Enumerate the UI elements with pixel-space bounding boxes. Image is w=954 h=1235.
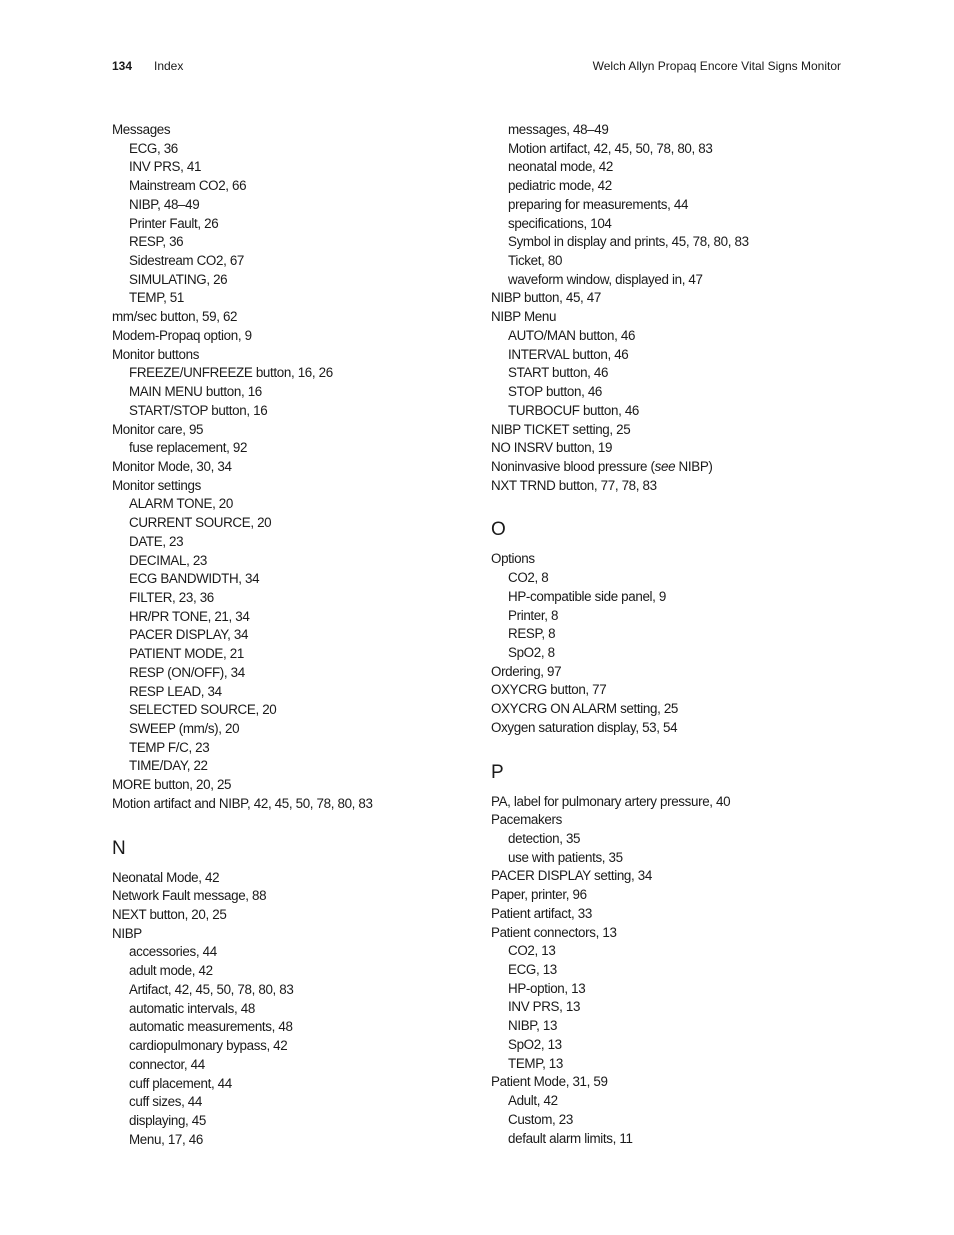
index-entry-text: NIBP) — [675, 458, 713, 474]
index-column-left — [112, 121, 552, 1149]
see-reference: see — [654, 458, 676, 474]
index-subentry: adult mode, 42 — [129, 963, 213, 979]
index-entry: NXT TRND button, 77, 78, 83 — [491, 477, 657, 493]
index-subentry: Symbol in display and prints, 45, 78, 80, 83 — [508, 234, 749, 250]
index-entry: Patient artifact, 33 — [491, 905, 592, 921]
index-subentry: cuff sizes, 44 — [129, 1094, 203, 1110]
index-entry: OXYCRG ON ALARM setting, 25 — [491, 701, 679, 717]
index-subentry: NIBP, 13 — [508, 1018, 558, 1034]
index-subentry: START/STOP button, 16 — [129, 402, 268, 418]
index-subentry: NIBP, 48–49 — [129, 196, 200, 212]
index-entry: NO INSRV button, 19 — [491, 440, 613, 456]
index-subentry: pediatric mode, 42 — [508, 178, 612, 194]
index-subentry: cardiopulmonary bypass, 42 — [129, 1038, 288, 1054]
index-subentry: automatic measurements, 48 — [129, 1019, 293, 1035]
index-subentry: TEMP F/C, 23 — [129, 739, 210, 755]
index-subentry: RESP (ON/OFF), 34 — [129, 664, 245, 680]
index-subentry: automatic intervals, 48 — [129, 1000, 255, 1016]
index-subentry: Menu, 17, 46 — [129, 1131, 203, 1147]
index-subentry: Printer, 8 — [508, 607, 559, 623]
index-subentry: STOP button, 46 — [508, 384, 603, 400]
index-entry: Monitor settings — [112, 477, 201, 493]
index-subentry: Ticket, 80 — [508, 253, 563, 269]
index-subentry: PACER DISPLAY, 34 — [129, 627, 249, 643]
index-subentry: INV PRS, 13 — [508, 999, 581, 1015]
page-number: 134 — [112, 59, 133, 73]
index-entry: Options — [491, 551, 535, 567]
index-subentry: use with patients, 35 — [508, 849, 623, 865]
index-subentry: FILTER, 23, 36 — [129, 589, 214, 605]
index-subentry: SpO2, 8 — [508, 644, 555, 660]
index-entry-text: Noninvasive blood pressure ( — [491, 458, 655, 474]
index-subentry: INTERVAL button, 46 — [508, 346, 629, 362]
index-subentry: Custom, 23 — [508, 1111, 573, 1127]
index-entry: Patient Mode, 31, 59 — [491, 1074, 608, 1090]
index-subentry: TIME/DAY, 22 — [129, 758, 208, 774]
index-subentry: HR/PR TONE, 21, 34 — [129, 608, 250, 624]
index-entry: Neonatal Mode, 42 — [112, 869, 220, 885]
index-entry: Patient connectors, 13 — [491, 924, 617, 940]
page-header — [112, 59, 841, 77]
index-entry: Ordering, 97 — [491, 663, 562, 679]
index-subentry: specifications, 104 — [508, 215, 612, 231]
index-subentry: displaying, 45 — [129, 1112, 206, 1128]
index-subentry: Mainstream CO2, 66 — [129, 178, 247, 194]
index-subentry: ECG, 13 — [508, 962, 557, 978]
index-entry: NIBP TICKET setting, 25 — [491, 421, 631, 437]
index-subentry: Adult, 42 — [508, 1093, 558, 1109]
index-subentry: SWEEP (mm/s), 20 — [129, 721, 240, 736]
index-subentry: DECIMAL, 23 — [129, 552, 208, 568]
index-subentry: waveform window, displayed in, 47 — [508, 271, 703, 287]
index-subentry: accessories, 44 — [129, 944, 217, 960]
index-subentry: cuff placement, 44 — [129, 1075, 232, 1091]
index-subentry: SELECTED SOURCE, 20 — [129, 702, 277, 718]
index-section-letter: N — [112, 837, 126, 859]
index-subentry: CO2, 8 — [508, 570, 549, 586]
index-subentry: DATE, 23 — [129, 533, 184, 549]
index-entry: Pacemakers — [491, 812, 562, 828]
index-section-letter: O — [491, 519, 506, 541]
index-column-right — [491, 121, 931, 1148]
index-entry: PA, label for pulmonary artery pressure, 40 — [491, 793, 731, 809]
index-subentry: TURBOCUF button, 46 — [508, 402, 640, 418]
index-subentry: neonatal mode, 42 — [508, 159, 613, 175]
index-subentry: TEMP, 13 — [508, 1055, 564, 1071]
index-entry — [491, 458, 931, 477]
index-entry: OXYCRG button, 77 — [491, 682, 607, 698]
index-subentry: INV PRS, 41 — [129, 159, 202, 175]
index-subentry: PATIENT MODE, 21 — [129, 646, 244, 662]
index-entry: MORE button, 20, 25 — [112, 777, 232, 793]
index-subentry: preparing for measurements, 44 — [508, 196, 689, 212]
index-entry: Messages — [112, 122, 171, 137]
index-entry: NEXT button, 20, 25 — [112, 907, 227, 923]
index-subentry: SIMULATING, 26 — [129, 271, 228, 287]
index-subentry: RESP, 8 — [508, 626, 556, 642]
index-subentry: SpO2, 13 — [508, 1036, 562, 1052]
index-subentry: messages, 48–49 — [508, 122, 609, 137]
index-entry: Oxygen saturation display, 53, 54 — [491, 719, 678, 735]
index-subentry: AUTO/MAN button, 46 — [508, 327, 636, 343]
index-entry: NIBP button, 45, 47 — [491, 290, 601, 306]
index-subentry: Artifact, 42, 45, 50, 78, 80, 83 — [129, 981, 294, 997]
index-subentry: detection, 35 — [508, 831, 581, 846]
index-subentry: HP-compatible side panel, 9 — [508, 588, 667, 604]
index-subentry: ALARM TONE, 20 — [129, 496, 234, 512]
index-subentry: RESP, 36 — [129, 234, 184, 250]
index-entry: Network Fault message, 88 — [112, 888, 267, 904]
index-subentry: fuse replacement, 92 — [129, 440, 248, 456]
index-subentry: Printer Fault, 26 — [129, 215, 219, 231]
index-subentry: HP-option, 13 — [508, 980, 586, 996]
index-subentry: TEMP, 51 — [129, 290, 185, 306]
index-subentry: CURRENT SOURCE, 20 — [129, 515, 272, 531]
index-subentry: MAIN MENU button, 16 — [129, 384, 262, 400]
index-entry: Monitor care, 95 — [112, 421, 204, 437]
index-entry: NIBP — [112, 925, 142, 941]
index-subentry: START button, 46 — [508, 365, 609, 381]
index-entry: Paper, printer, 96 — [491, 887, 587, 903]
index-subentry: Sidestream CO2, 67 — [129, 253, 245, 269]
index-subentry: CO2, 13 — [508, 943, 556, 959]
index-entry: Monitor Mode, 30, 34 — [112, 458, 232, 474]
index-subentry: ECG, 36 — [129, 140, 178, 156]
index-subentry: ECG BANDWIDTH, 34 — [129, 571, 260, 587]
index-subentry: Motion artifact, 42, 45, 50, 78, 80, 83 — [508, 140, 713, 156]
index-subentry: FREEZE/UNFREEZE button, 16, 26 — [129, 365, 333, 381]
index-subentry: default alarm limits, 11 — [508, 1130, 633, 1146]
index-section-letter: P — [491, 761, 504, 783]
index-entry: NIBP Menu — [491, 309, 557, 325]
index-subentry: RESP LEAD, 34 — [129, 683, 222, 699]
section-label: Index — [154, 59, 184, 73]
index-entry: Monitor buttons — [112, 346, 200, 362]
index-entry: mm/sec button, 59, 62 — [112, 309, 238, 325]
index-entry: Modem-Propaq option, 9 — [112, 327, 252, 343]
index-entry: Motion artifact and NIBP, 42, 45, 50, 78, 80, 83 — [112, 795, 373, 811]
index-subentry: connector, 44 — [129, 1056, 205, 1072]
document-title: Welch Allyn Propaq Encore Vital Signs Monitor — [592, 59, 841, 73]
index-entry: PACER DISPLAY setting, 34 — [491, 868, 652, 884]
